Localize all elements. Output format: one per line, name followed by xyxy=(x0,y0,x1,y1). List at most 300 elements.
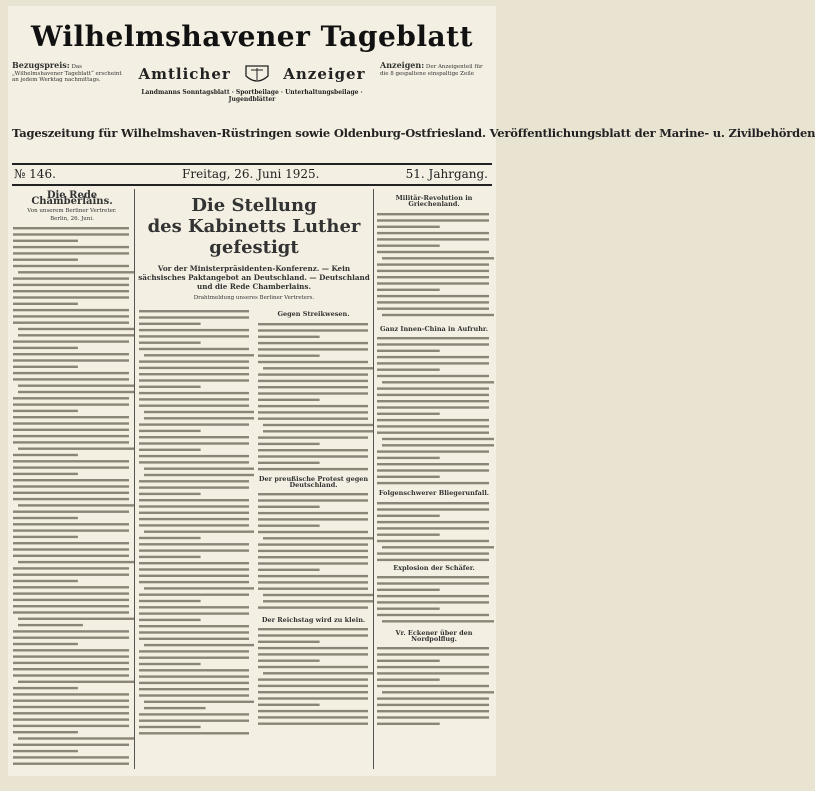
text-lines-placeholder xyxy=(12,224,130,764)
text-line xyxy=(18,681,134,683)
text-line xyxy=(258,634,368,636)
main-byline: Drahtmeldung unseres Berliner Vertreters. xyxy=(193,295,315,301)
text-line xyxy=(13,687,78,689)
text-line xyxy=(377,583,489,585)
text-line xyxy=(18,271,134,273)
text-line xyxy=(139,695,249,697)
main-headline-line1: Die Stellung xyxy=(191,195,317,216)
text-line xyxy=(13,725,129,727)
text-line xyxy=(13,485,129,487)
text-line xyxy=(139,632,249,634)
text-line xyxy=(377,476,440,478)
text-line xyxy=(139,650,249,652)
text-line xyxy=(139,537,201,539)
text-line xyxy=(377,263,489,265)
text-line xyxy=(13,397,129,399)
text-line xyxy=(139,329,249,331)
text-line xyxy=(139,436,249,438)
rule-bottom xyxy=(12,184,492,186)
text-line xyxy=(382,546,494,548)
text-line xyxy=(13,712,129,714)
text-line xyxy=(139,638,249,640)
right-heading-nordpol: Vr. Eckener über den Nordpolflug. xyxy=(395,628,473,643)
text-line xyxy=(377,250,489,252)
text-line xyxy=(377,710,489,712)
text-line xyxy=(13,536,78,538)
text-line xyxy=(258,588,368,590)
text-line xyxy=(258,461,320,463)
text-lines-placeholder xyxy=(257,490,369,610)
text-line xyxy=(139,323,201,325)
text-line xyxy=(258,417,368,419)
text-line xyxy=(18,391,134,393)
newspaper-subtitle: Tageszeitung für Wilhelmshaven-Rüstringen sowie Oldenburg-Ostfriesland. Veröffentlichungsblatt der Marine- u. Zivilbehörden xyxy=(12,126,815,140)
left-article-byline: Von unserem Berliner Vertreter. xyxy=(27,207,117,214)
text-line xyxy=(377,704,489,706)
column-divider-right xyxy=(373,189,374,769)
text-line xyxy=(144,468,254,470)
text-line xyxy=(139,581,249,583)
text-line xyxy=(139,518,249,520)
text-line xyxy=(13,668,129,670)
rule-top xyxy=(12,163,492,165)
text-line xyxy=(139,556,201,558)
text-line xyxy=(13,656,129,658)
text-line xyxy=(139,669,249,671)
text-line xyxy=(139,430,201,432)
text-line xyxy=(13,265,129,267)
text-line xyxy=(139,713,249,715)
text-line xyxy=(144,587,254,589)
text-line xyxy=(263,367,373,369)
text-line xyxy=(139,606,249,608)
text-line xyxy=(18,737,134,739)
text-line xyxy=(13,567,129,569)
middle-column xyxy=(138,191,370,771)
text-line xyxy=(13,278,129,280)
text-line xyxy=(13,233,129,235)
text-line xyxy=(18,618,134,620)
text-line xyxy=(13,309,129,311)
text-line xyxy=(377,419,489,421)
text-line xyxy=(139,405,249,407)
text-line xyxy=(258,697,368,699)
text-line xyxy=(258,493,368,495)
text-line xyxy=(258,455,368,457)
text-line xyxy=(13,460,129,462)
text-line xyxy=(377,231,489,233)
text-line xyxy=(258,531,368,533)
text-lines-placeholder xyxy=(138,307,250,737)
supplements-line: Landmanns Sonntagsblatt · Sportbeilage · Unterhaltungsbeilage · Jugendblätter xyxy=(141,89,363,103)
text-line xyxy=(139,543,249,545)
text-line xyxy=(139,657,249,659)
text-line xyxy=(139,594,249,596)
text-line xyxy=(139,732,249,734)
text-line xyxy=(18,561,134,563)
text-line xyxy=(13,700,129,702)
text-line xyxy=(263,672,373,674)
advertising-label: Anzeigen: xyxy=(380,60,425,70)
advertising-text: Der Anzeigenteil für die 8 gespaltene einspaltige Zeile xyxy=(380,64,483,77)
text-line xyxy=(139,310,249,312)
text-line xyxy=(382,257,494,259)
text-line xyxy=(13,630,129,632)
text-line xyxy=(258,398,320,400)
text-line xyxy=(258,500,368,502)
text-line xyxy=(258,436,368,438)
text-line xyxy=(139,726,201,728)
text-line xyxy=(13,674,129,676)
text-line xyxy=(258,411,368,413)
text-line xyxy=(13,435,129,437)
issue-number: № 146. xyxy=(14,167,56,181)
text-line xyxy=(377,356,489,358)
text-lines-placeholder xyxy=(376,334,490,484)
text-line xyxy=(13,599,129,601)
text-line xyxy=(13,429,129,431)
text-line xyxy=(18,328,134,330)
text-line xyxy=(377,307,489,309)
text-line xyxy=(13,227,129,229)
text-line xyxy=(258,641,320,643)
text-line xyxy=(382,444,494,446)
text-line xyxy=(377,666,489,668)
text-line xyxy=(144,701,254,703)
text-line xyxy=(377,375,489,377)
right-column xyxy=(376,191,492,771)
text-line xyxy=(382,691,494,693)
text-line xyxy=(139,424,249,426)
text-line xyxy=(377,595,489,597)
newspaper-page xyxy=(8,6,815,776)
text-line xyxy=(258,607,368,609)
text-line xyxy=(13,347,78,349)
text-line xyxy=(13,548,129,550)
text-line xyxy=(13,259,78,261)
text-line xyxy=(377,514,440,516)
text-line xyxy=(258,392,368,394)
text-line xyxy=(377,425,489,427)
text-line xyxy=(13,252,129,254)
middle-subcolumns xyxy=(138,307,370,739)
text-line xyxy=(258,519,368,521)
text-line xyxy=(144,417,254,419)
text-line xyxy=(377,413,440,415)
masthead-title: Wilhelmshavener Tageblatt xyxy=(30,20,474,53)
text-lines-placeholder xyxy=(257,320,369,470)
right-heading-china: Ganz Innen-China in Aufruhr. xyxy=(379,324,489,333)
text-line xyxy=(13,605,129,607)
text-line xyxy=(382,620,494,622)
text-line xyxy=(13,611,129,613)
text-line xyxy=(258,710,368,712)
text-line xyxy=(377,288,440,290)
text-line xyxy=(377,533,440,535)
text-line xyxy=(139,562,249,564)
text-line xyxy=(377,723,440,725)
text-line xyxy=(377,400,489,402)
subscription-text: Das „Wilhelmshavener Tageblatt“ erscheint an jedem Werktag nachmittags. xyxy=(12,64,122,84)
text-line xyxy=(377,647,489,649)
text-line xyxy=(258,335,320,337)
text-line xyxy=(377,614,489,616)
text-line xyxy=(258,348,368,350)
text-line xyxy=(13,580,78,582)
text-line xyxy=(139,506,249,508)
text-line xyxy=(13,637,129,639)
text-line xyxy=(18,504,134,506)
text-line xyxy=(377,558,489,560)
text-line xyxy=(13,542,129,544)
text-line xyxy=(258,373,368,375)
official-gazette-title xyxy=(126,64,378,86)
text-line xyxy=(382,381,494,383)
text-line xyxy=(13,467,129,469)
text-line xyxy=(377,717,489,719)
text-line xyxy=(13,756,129,758)
text-line xyxy=(13,750,78,752)
text-line xyxy=(139,512,249,514)
text-line xyxy=(139,455,249,457)
text-line xyxy=(258,685,368,687)
text-line xyxy=(139,720,249,722)
text-line xyxy=(139,550,249,552)
text-line xyxy=(258,506,320,508)
middle-subcolumn-a xyxy=(138,307,251,739)
text-line xyxy=(139,688,249,690)
gazette-right-word: Anzeiger xyxy=(283,65,366,83)
text-line xyxy=(139,575,249,577)
text-line xyxy=(258,386,368,388)
text-line xyxy=(13,593,129,595)
sub-heading-protest: Der preußische Protest gegen Deutschland. xyxy=(258,474,369,490)
text-lines-placeholder xyxy=(376,573,490,623)
text-line xyxy=(258,329,368,331)
text-line xyxy=(13,555,129,557)
text-line xyxy=(258,660,320,662)
text-line xyxy=(377,294,489,296)
text-line xyxy=(139,367,249,369)
text-line xyxy=(377,654,489,656)
text-line xyxy=(258,556,368,558)
main-headline-line2: des Kabinetts Luther gefestigt xyxy=(147,216,361,258)
text-line xyxy=(377,482,489,484)
text-line xyxy=(13,341,129,343)
text-line xyxy=(382,313,494,315)
right-heading-explosion: Explosion der Schäfer. xyxy=(393,564,475,573)
text-line xyxy=(13,416,129,418)
text-line xyxy=(18,334,134,336)
text-line xyxy=(377,432,489,434)
text-line xyxy=(13,517,78,519)
text-line xyxy=(258,354,320,356)
text-line xyxy=(377,521,489,523)
text-line xyxy=(13,744,129,746)
text-line xyxy=(139,449,201,451)
text-line xyxy=(377,463,489,465)
text-line xyxy=(258,691,368,693)
text-line xyxy=(377,502,489,504)
text-line xyxy=(377,301,489,303)
text-line xyxy=(258,563,368,565)
text-line xyxy=(258,544,368,546)
text-line xyxy=(377,388,489,390)
text-line xyxy=(13,372,129,374)
text-line xyxy=(13,511,129,513)
text-line xyxy=(139,443,249,445)
text-line xyxy=(377,282,489,284)
text-line xyxy=(377,540,489,542)
text-line xyxy=(18,448,134,450)
sub-heading-reichstag: Der Reichstag wird zu klein. xyxy=(261,615,366,624)
text-line xyxy=(258,716,368,718)
text-line xyxy=(13,492,129,494)
text-line xyxy=(377,576,489,578)
text-line xyxy=(144,474,254,476)
text-line xyxy=(263,594,373,596)
text-line xyxy=(377,552,489,554)
text-line xyxy=(13,410,78,412)
text-line xyxy=(18,624,83,626)
text-line xyxy=(258,341,368,343)
text-line xyxy=(13,359,129,361)
text-line xyxy=(258,678,368,680)
text-line xyxy=(13,719,129,721)
text-line xyxy=(258,525,320,527)
text-line xyxy=(377,527,489,529)
text-line xyxy=(13,473,78,475)
text-lines-placeholder xyxy=(257,625,369,725)
text-line xyxy=(13,763,129,765)
text-line xyxy=(139,317,249,319)
text-line xyxy=(377,698,489,700)
text-line xyxy=(258,628,368,630)
text-lines-placeholder xyxy=(376,210,490,320)
text-line xyxy=(13,574,129,576)
text-line xyxy=(13,284,129,286)
text-line xyxy=(139,569,249,571)
text-line xyxy=(18,385,134,387)
right-heading-accident: Folgenschwerer Bliegerunfall. xyxy=(378,489,490,498)
text-line xyxy=(382,438,494,440)
text-line xyxy=(377,394,489,396)
text-line xyxy=(258,360,368,362)
text-line xyxy=(13,454,78,456)
text-line xyxy=(139,461,249,463)
text-line xyxy=(258,512,368,514)
text-line xyxy=(144,531,254,533)
text-line xyxy=(139,619,201,621)
text-line xyxy=(377,406,489,408)
text-line xyxy=(258,569,320,571)
left-column xyxy=(12,191,132,771)
text-line xyxy=(139,480,249,482)
text-line xyxy=(13,246,129,248)
text-line xyxy=(13,303,78,305)
middle-subcolumn-b xyxy=(257,307,370,739)
text-line xyxy=(139,493,201,495)
text-line xyxy=(258,666,368,668)
subscription-box xyxy=(12,62,124,126)
text-lines-placeholder xyxy=(376,644,490,724)
issue-date: Freitag, 26. Juni 1925. xyxy=(182,167,320,181)
text-line xyxy=(13,441,129,443)
text-line xyxy=(377,213,489,215)
text-line xyxy=(144,411,254,413)
text-line xyxy=(139,335,249,337)
text-line xyxy=(13,523,129,525)
text-line xyxy=(263,538,373,540)
text-line xyxy=(377,269,489,271)
text-line xyxy=(13,693,129,695)
official-gazette-header xyxy=(126,64,378,124)
text-line xyxy=(377,679,440,681)
left-article-place: Berlin, 26. Juni. xyxy=(50,215,94,222)
text-line xyxy=(13,240,78,242)
text-line xyxy=(258,323,368,325)
text-line xyxy=(377,660,440,662)
text-line xyxy=(377,672,489,674)
text-line xyxy=(13,586,129,588)
text-line xyxy=(139,348,249,350)
text-line xyxy=(139,392,249,394)
text-line xyxy=(377,244,440,246)
text-line xyxy=(13,479,129,481)
text-line xyxy=(13,322,129,324)
text-line xyxy=(377,469,489,471)
address-line-placeholder xyxy=(12,143,492,161)
text-line xyxy=(13,422,129,424)
text-line xyxy=(13,378,129,380)
text-line xyxy=(139,398,249,400)
text-line xyxy=(258,647,368,649)
text-line xyxy=(13,643,78,645)
text-line xyxy=(144,354,254,356)
text-line xyxy=(377,337,489,339)
text-line xyxy=(139,613,249,615)
text-line xyxy=(13,315,129,317)
text-line xyxy=(139,676,249,678)
text-line xyxy=(13,404,129,406)
text-line xyxy=(13,706,129,708)
text-line xyxy=(13,662,129,664)
text-line xyxy=(13,498,129,500)
text-line xyxy=(263,423,373,425)
text-line xyxy=(13,353,129,355)
text-line xyxy=(377,350,440,352)
text-line xyxy=(13,731,78,733)
text-line xyxy=(139,499,249,501)
text-line xyxy=(258,404,368,406)
text-line xyxy=(258,723,368,725)
text-line xyxy=(377,451,489,453)
text-line xyxy=(263,430,373,432)
text-line xyxy=(377,225,440,227)
text-line xyxy=(139,487,249,489)
text-line xyxy=(377,238,489,240)
text-line xyxy=(144,707,206,709)
text-line xyxy=(377,369,440,371)
text-line xyxy=(139,342,201,344)
main-headline xyxy=(138,195,370,258)
text-line xyxy=(13,366,78,368)
text-line xyxy=(377,508,489,510)
text-line xyxy=(13,649,129,651)
text-line xyxy=(139,373,249,375)
text-line xyxy=(139,663,201,665)
gazette-left-word: Amtlicher xyxy=(138,65,231,83)
